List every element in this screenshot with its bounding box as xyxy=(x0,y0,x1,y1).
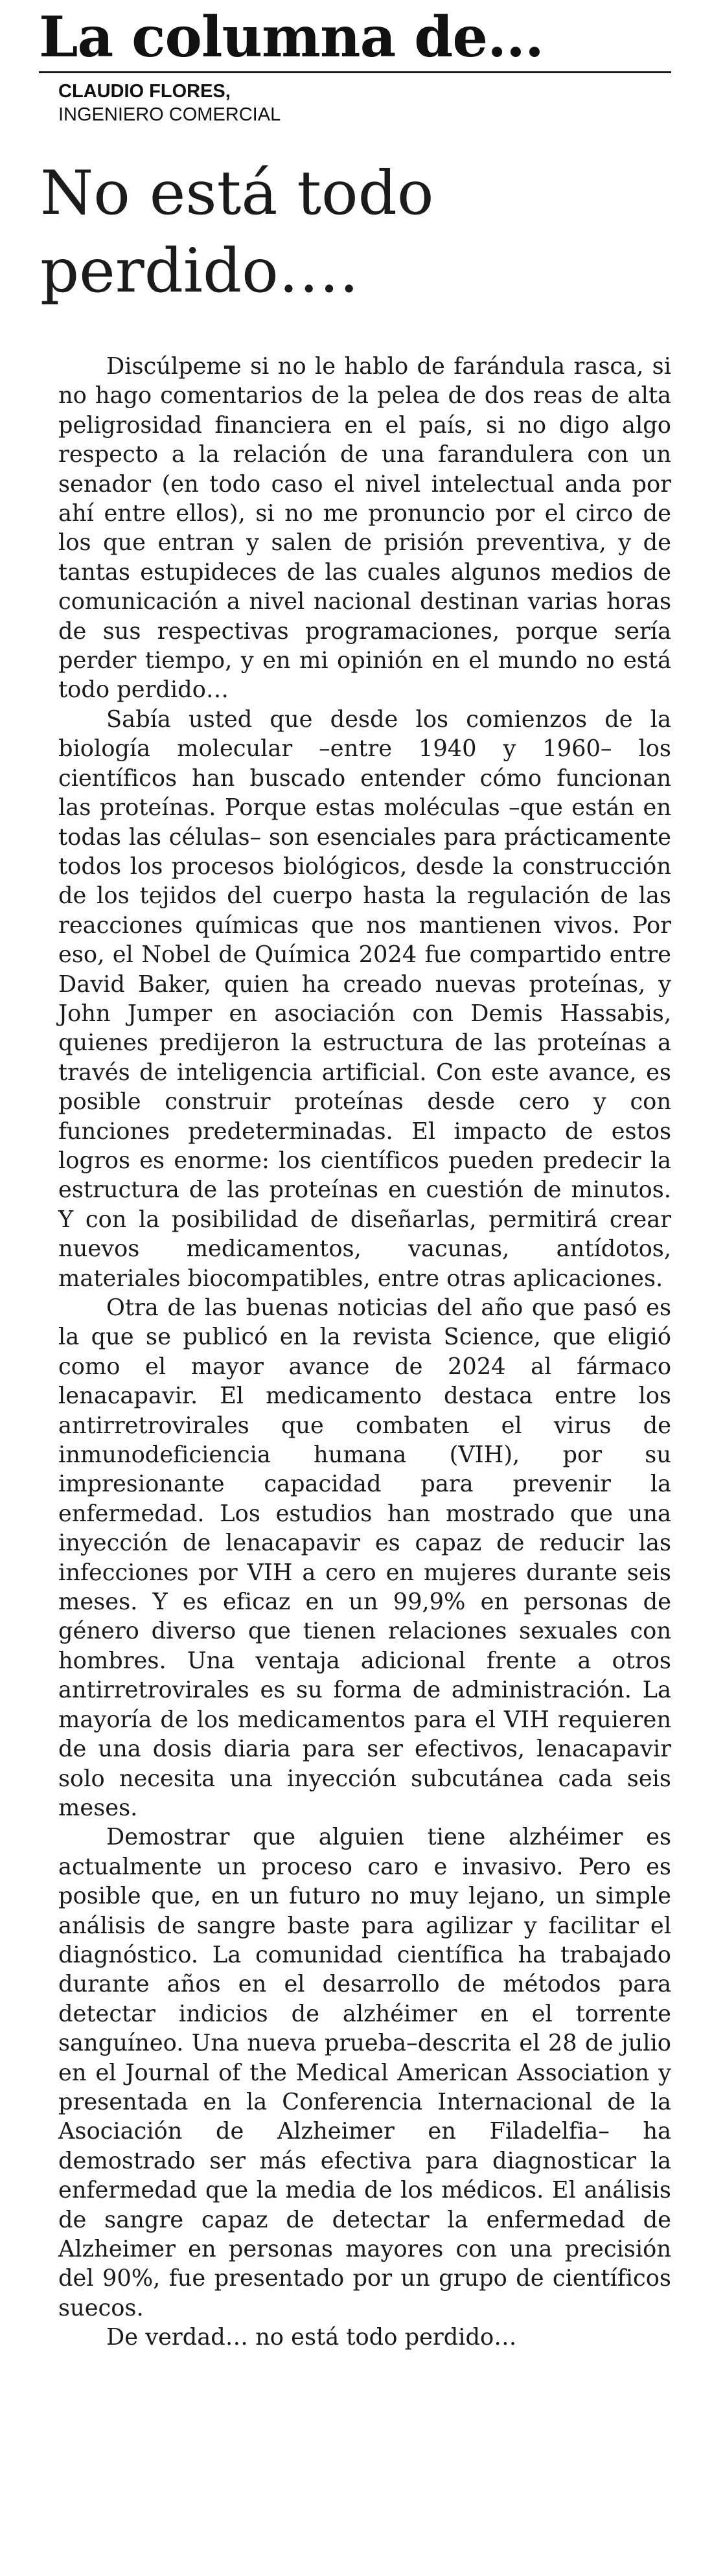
article-body xyxy=(58,352,671,2352)
author-name: CLAUDIO FLORES, xyxy=(58,81,231,102)
paragraph: Discúlpeme si no le hablo de farándula rasca, si no hago comentarios de la pelea de dos reas de alta peligrosidad financiera en el país, si no digo algo respecto a la relación de una farandulera con un senador (en todo caso el nivel intelectual anda por ahí entre ellos), si no me pronuncio por el circo de los que entran y salen de prisión preventiva, y de tantas estupideces de las cuales algunos medios de comunicación a nivel nacional destinan varias horas de sus respectivas programaciones, porque sería perder tiempo, y en mi opinión en el mundo no está todo perdido… xyxy=(58,353,671,704)
paragraph: Sabía usted que desde los comienzos de la biología molecular –entre 1940 y 1960– los científicos han buscado entender cómo funcionan las proteínas. Porque estas moléculas –que están en todas las células– son esenciales para prácticamente todos los procesos biológicos, desde la construcción de los tejidos del cuerpo hasta la regulación de las reacciones químicas que nos mantienen vivos. Por eso, el Nobel de Química 2024 fue compartido entre David Baker, quien ha creado nuevas proteínas, y John Jumper en asociación con Demis Hassabis, quienes predijeron la estructura de las proteínas a través de inteligencia artificial. Con este avance, es posible construir proteínas desde cero y con funciones predeterminadas. El impacto de estos logros es enorme: los científicos pueden predecir la estructura de las proteínas en cuestión de minutos. Y con la posibilidad de diseñarlas, permitirá crear nuevos medicamentos, vacunas, antídotos, materiales biocompatibles, entre otras aplicaciones. xyxy=(58,706,671,1292)
paragraph: De verdad… no está todo perdido… xyxy=(106,2324,517,2351)
column-header xyxy=(39,4,671,73)
paragraph: Demostrar que alguien tiene alzhéimer es actualmente un proceso caro e invasivo. Pero es posible que, en un futuro no muy lejano, un simple análisis de sangre baste para agilizar y facilitar el diagnóstico. La comunidad científica ha trabajado durante años en el desarrollo de métodos para detectar indicios de alzhéimer en el torrente sanguíneo. Una nueva prueba–descrita el 28 de julio en el Journal of the Medical American Association y presentada en la Conferencia Internacional de la Asociación de Alzheimer en Filadelfia– ha demostrado ser más efectiva para diagnosticar la enfermedad que la media de los médicos. El análisis de sangre capaz de detectar la enfermedad de Alzheimer en personas mayores con una precisión del 90%, fue presentado por un grupo de científicos suecos. xyxy=(58,1824,671,2321)
byline xyxy=(58,80,671,126)
column-title: La columna de... xyxy=(39,5,544,70)
paragraph: Otra de las buenas noticias del año que pasó es la que se publicó en la revista Science, que eligió como el mayor avance de 2024 al fármaco lenacapavir. El medicamento destaca entre los antirretrovirales que combaten el virus de inmunodeficiencia humana (VIH), por su impresionante capacidad para prevenir la enfermedad. Los estudios han mostrado que una inyección de lenacapavir es capaz de reducir las infecciones por VIH a cero en mujeres durante seis meses. Y es eficaz en un 99,9% en personas de género diverso que tienen relaciones sexuales con hombres. Una ventaja adicional frente a otros antirretrovirales es su forma de administración. La mayoría de los medicamentos para el VIH requieren de una dosis diaria para ser efectivos, lenacapavir solo necesita una inyección subcutánea cada seis meses. xyxy=(58,1294,671,1821)
author-role: INGENIERO COMERCIAL xyxy=(58,104,281,125)
article-headline: No está todo perdido…. xyxy=(40,158,434,306)
